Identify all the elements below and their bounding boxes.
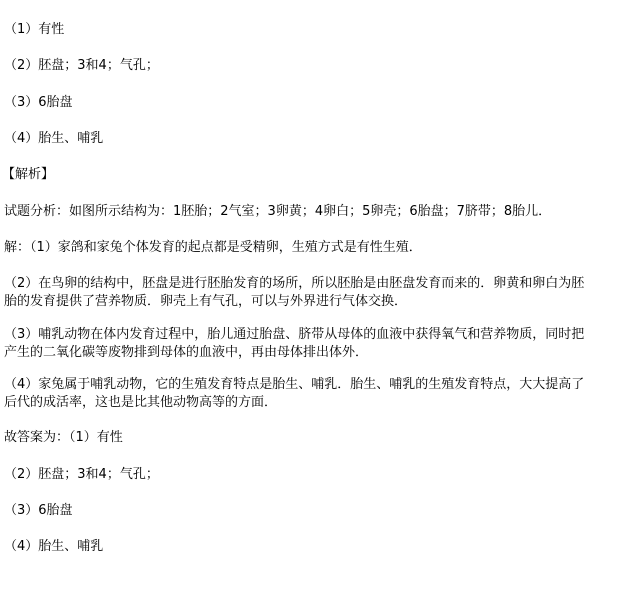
answer-1: （1）有性 [4,22,65,37]
final-answer-4: （4）胎生、哺乳 [4,539,104,554]
final-answer-2: （2）胚盘；3和4；气孔； [4,467,159,482]
final-answer-3: （3）6胎盘 [4,503,73,518]
analysis-q1: 解：（1）家鸽和家兔个体发育的起点都是受精卵，生殖方式是有性生殖． [4,240,422,255]
answer-4: （4）胎生、哺乳 [4,131,104,146]
analysis-q3-line-2: 产生的二氧化碳等废物排到母体的血液中，再由母体排出体外． [4,345,369,360]
analysis-q2-line-2: 胎的发育提供了营养物质．卵壳上有气孔，可以与外界进行气体交换． [4,294,408,309]
analysis-q4 [4,376,626,412]
analysis-heading: 【解析】 [2,167,55,182]
analysis-q2-line-1: （2）在鸟卵的结构中，胚盘是进行胚胎发育的场所，所以胚胎是由胚盘发育而来的．卵黄和卵白为胚 [4,276,585,291]
analysis-q4-line-1: （4）家兔属于哺乳动物，它的生殖发育特点是胎生、哺乳．胎生、哺乳的生殖发育特点，大大提高了 [4,377,585,392]
answer-3: （3）6胎盘 [4,95,73,110]
final-answer-1: 故答案为：（1）有性 [4,430,123,445]
answer-2: （2）胚盘；3和4；气孔； [4,58,159,73]
analysis-q4-line-2: 后代的成活率，这也是比其他动物高等的方面． [4,395,278,410]
analysis-q3 [4,326,626,362]
analysis-q2 [4,275,626,311]
analysis-q3-line-1: （3）哺乳动物在体内发育过程中，胎儿通过胎盘、脐带从母体的血液中获得氧气和营养物质，同时把 [4,327,585,342]
analysis-structure: 试题分析：如图所示结构为：1胚胎；2气室；3卵黄；4卵白；5卵壳；6胎盘；7脐带；8胎儿． [4,204,552,219]
